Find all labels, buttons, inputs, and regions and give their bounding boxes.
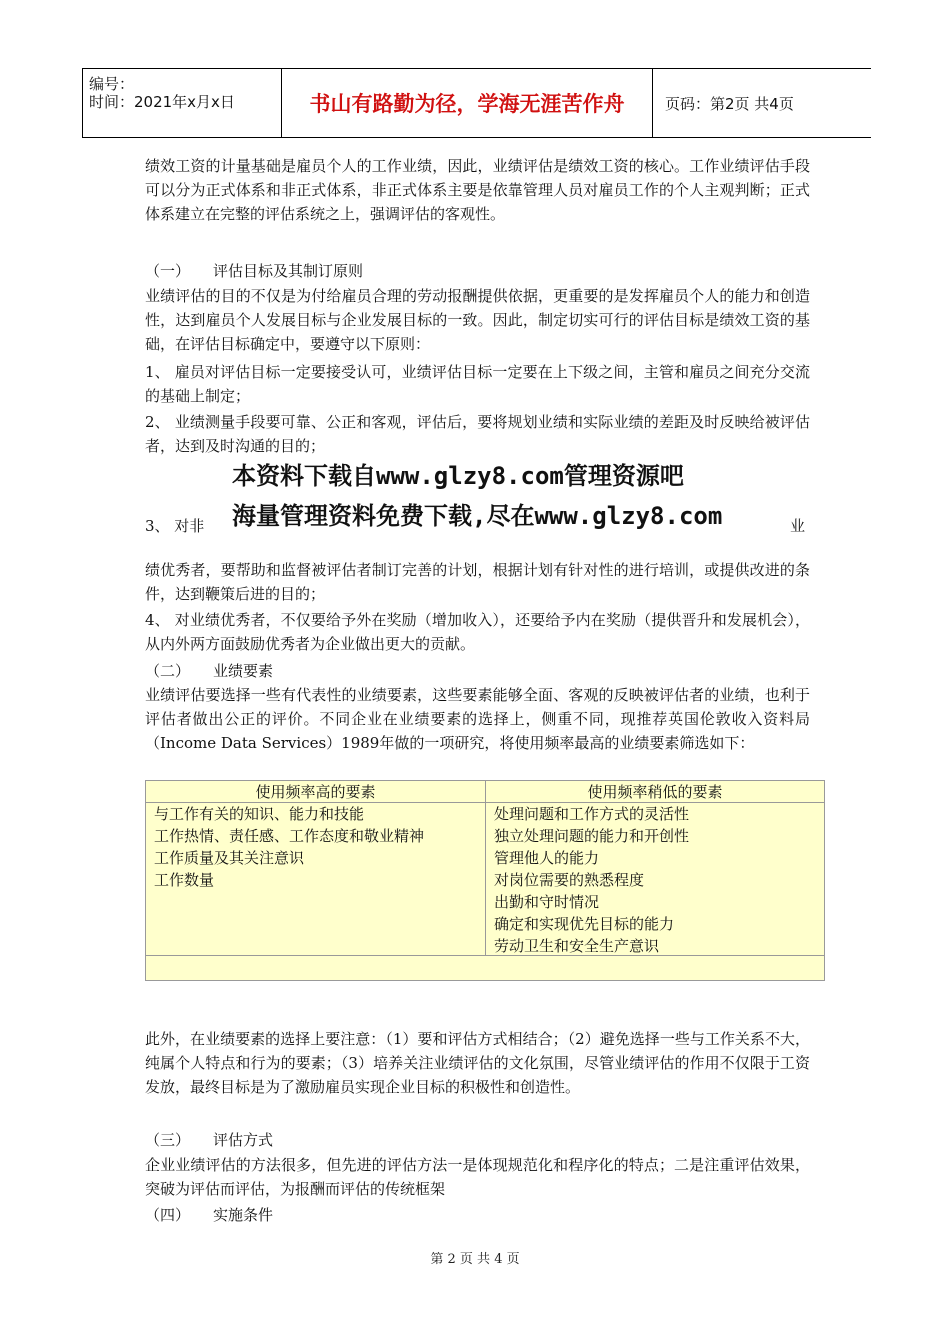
- rule-3-continued: 绩优秀者，要帮助和监督被评估者制订完善的计划，根据计划有针对性的进行培训，或提供改进的条件，达到鞭策后进的目的；: [145, 561, 810, 603]
- list-item: 独立处理问题的能力和开创性: [494, 827, 690, 845]
- section-number: （一）: [145, 262, 191, 280]
- paragraph-goals: 业绩评估的目的不仅是为付给雇员合理的劳动报酬提供依据，更重要的是发挥雇员个人的能力和创造性，达到雇员个人发展目标与企业发展目标的一致。因此，制定切实可行的评估目标是绩效工资的基础，在评估目标确定中，要遵守以下原则：: [145, 287, 810, 353]
- list-item: 工作数量: [154, 871, 215, 889]
- list-item: 对岗位需要的熟悉程度: [494, 871, 645, 889]
- section-number: （二）: [145, 662, 191, 680]
- rule-3-end: 业: [790, 517, 806, 535]
- page-header: [82, 68, 871, 138]
- section-title: 评估方式: [213, 1131, 274, 1149]
- table-column-low: [486, 803, 824, 956]
- section-heading-3: [145, 1128, 273, 1152]
- header-motto: [282, 69, 653, 137]
- section-heading-4: [145, 1203, 273, 1227]
- list-item: 与工作有关的知识、能力和技能: [154, 805, 365, 823]
- list-item: 管理他人的能力: [494, 849, 600, 867]
- section-title: 实施条件: [213, 1206, 274, 1224]
- time-label: 时间：2021年x月x日: [89, 93, 235, 111]
- table-header-low: 使用频率稍低的要素: [486, 781, 824, 803]
- watermark-line-2: 海量管理资料免费下载,尽在www.glzy8.com: [232, 502, 723, 530]
- section-number: （四）: [145, 1206, 191, 1224]
- rule-2: 2、 业绩测量手段要可靠、公正和客观，评估后，要将规划业绩和实际业绩的差距及时反映给被评估者，达到及时沟通的目的；: [145, 413, 810, 455]
- paragraph-notes: 此外，在业绩要素的选择上要注意：（1）要和评估方式相结合；（2）避免选择一些与工作关系不大，纯属个人特点和行为的要素；（3）培养关注业绩评估的文化氛围，尽管业绩评估的作用不仅限于工资发放，最终目标是为了激励雇员实现企业目标的积极性和创造性。: [145, 1030, 810, 1096]
- list-item: 劳动卫生和安全生产意识: [494, 937, 660, 955]
- section-title: 评估目标及其制订原则: [213, 262, 364, 280]
- table-column-high: [146, 803, 486, 956]
- list-item: 工作质量及其关注意识: [154, 849, 305, 867]
- rule-4: 4、 对业绩优秀者，不仅要给予外在奖励（增加收入），还要给予内在奖励（提供晋升和发展机会），从内外两方面鼓励优秀者为企业做出更大的贡献。: [145, 611, 810, 653]
- factors-table: [145, 780, 825, 981]
- list-item: 出勤和守时情况: [494, 893, 600, 911]
- motto-text: 书山有路勤为径，学海无涯苦作舟: [309, 92, 625, 116]
- list-item: 确定和实现优先目标的能力: [494, 915, 675, 933]
- rule-3-start: 3、 对非: [145, 517, 205, 535]
- section-heading-2: [145, 659, 273, 683]
- header-meta: [82, 69, 282, 137]
- page-label: 页码：第2页 共4页: [665, 94, 794, 113]
- section-title: 业绩要素: [213, 662, 274, 680]
- list-item: 处理问题和工作方式的灵活性: [494, 805, 690, 823]
- page-footer: 第 2 页 共 4 页: [430, 1252, 520, 1267]
- list-item: 工作热情、责任感、工作态度和敬业精神: [154, 827, 425, 845]
- header-page: [653, 69, 871, 137]
- paragraph-factors: 业绩评估要选择一些有代表性的业绩要素，这些要素能够全面、客观的反映被评估者的业绩，也利于评估者做出公正的评价。不同企业在业绩要素的选择上，侧重不同，现推荐英国伦敦收入资料局（Income Data Services）1989年做的一项研究，将使用频率最高的业绩要素筛选如下：: [145, 686, 810, 752]
- table-header-high: 使用频率高的要素: [146, 781, 486, 803]
- section-number: （三）: [145, 1131, 191, 1149]
- paragraph-intro: 绩效工资的计量基础是雇员个人的工作业绩，因此，业绩评估是绩效工资的核心。工作业绩评估手段可以分为正式体系和非正式体系，非正式体系主要是依靠管理人员对雇员工作的个人主观判断；正式体系建立在完整的评估系统之上，强调评估的客观性。: [145, 157, 810, 223]
- rule-1: 1、 雇员对评估目标一定要接受认可，业绩评估目标一定要在上下级之间，主管和雇员之间充分交流的基础上制定；: [145, 363, 810, 405]
- section-heading-1: [145, 259, 363, 283]
- paragraph-methods: 企业业绩评估的方法很多，但先进的评估方法一是体现规范化和程序化的特点；二是注重评估效果，突破为评估而评估，为报酬而评估的传统框架: [145, 1156, 810, 1198]
- number-label: 编号：: [89, 75, 135, 93]
- watermark-line-1: 本资料下载自www.glzy8.com管理资源吧: [232, 462, 684, 490]
